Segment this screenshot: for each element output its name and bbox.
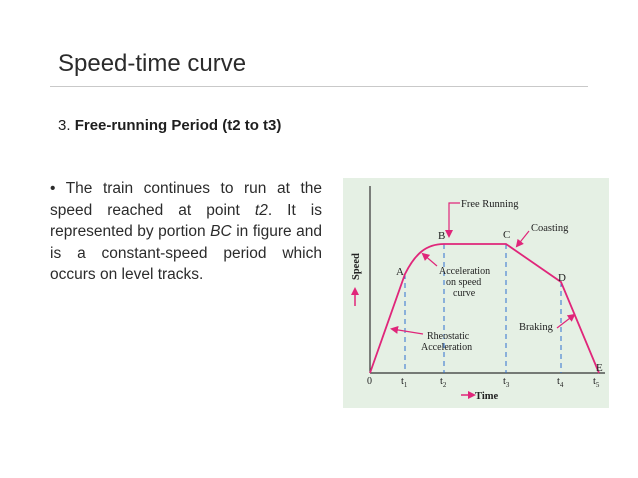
braking-label: Braking (519, 322, 553, 333)
rheostatic-label-1: Rheostatic (427, 331, 470, 342)
y-axis-label: Speed (351, 253, 362, 280)
tick-t5: $t_5$ (593, 376, 600, 389)
tick-t1: $t_1$ (401, 376, 408, 389)
section-number: 3. (58, 117, 71, 134)
acceleration-label-3: curve (453, 288, 476, 299)
point-label-c: C (503, 229, 511, 241)
para-bc: BC (210, 223, 232, 240)
tick-t2: $t_2$ (440, 376, 447, 389)
point-label-a: A (396, 266, 404, 278)
acceleration-pointer (423, 254, 437, 266)
para-part-2: . It is represented by portion (50, 201, 322, 240)
tick-t4: $t_4$ (557, 376, 564, 389)
speed-time-diagram (343, 178, 609, 408)
para-part-1: The train continues to run at the speed reached at point (50, 180, 322, 219)
section-title: Free-running Period (t2 to t3) (74, 117, 282, 134)
point-label-e: E (596, 362, 603, 374)
free-running-label: Free Running (461, 199, 519, 210)
para-part-3: in figure and is a constant-speed period which occurs on level tracks. (50, 223, 322, 283)
section-heading (58, 117, 281, 134)
rheostatic-pointer (392, 329, 423, 334)
bullet-paragraph (50, 178, 322, 286)
bullet-marker: • (50, 180, 56, 197)
speed-time-curve (370, 244, 599, 373)
para-t2: t2 (254, 201, 268, 219)
speed-time-figure (343, 178, 609, 408)
free-running-pointer (449, 203, 460, 236)
x-axis-label: Time (475, 391, 499, 402)
coasting-label: Coasting (531, 223, 569, 234)
point-label-b: B (438, 230, 446, 242)
slide-title: Speed-time curve (58, 50, 247, 77)
rheostatic-label-2: Acceleration (421, 342, 473, 353)
tick-t3: $t_3$ (503, 376, 510, 389)
origin-label: 0 (367, 376, 372, 387)
coasting-pointer (517, 231, 529, 246)
title-divider (50, 86, 588, 87)
acceleration-label-1: Acceleration (439, 266, 491, 277)
point-label-d: D (558, 272, 566, 284)
braking-pointer (557, 315, 574, 328)
acceleration-label-2: on speed (446, 277, 482, 288)
